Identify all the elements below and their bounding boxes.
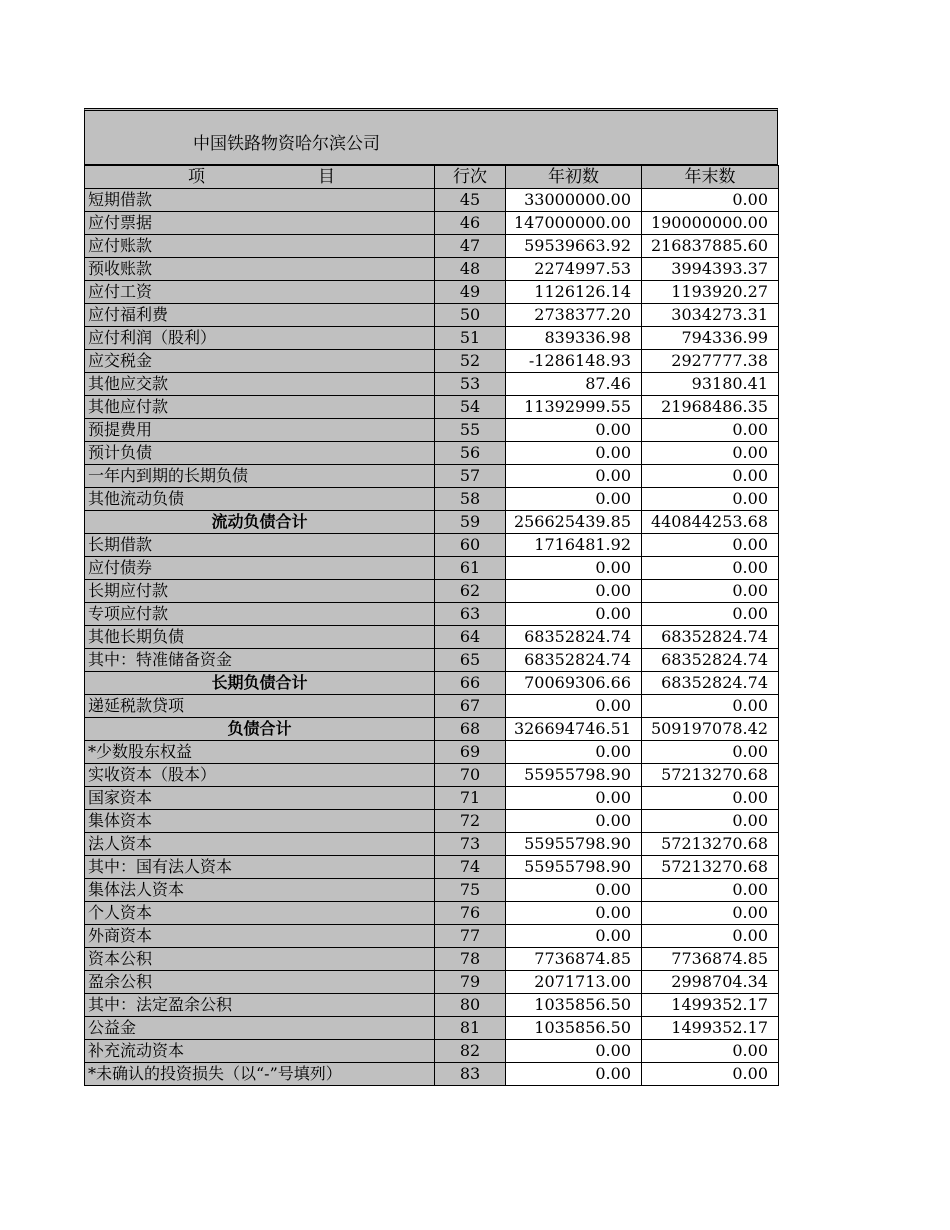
end-cell: 3034273.31 xyxy=(642,304,779,327)
item-cell: 应付福利费 xyxy=(85,304,435,327)
item-cell: 国家资本 xyxy=(85,787,435,810)
end-cell: 0.00 xyxy=(642,695,779,718)
table-row xyxy=(85,488,779,511)
line-cell: 52 xyxy=(435,350,506,373)
begin-cell: 147000000.00 xyxy=(506,212,642,235)
item-cell: 实收资本（股本） xyxy=(85,764,435,787)
table-row xyxy=(85,465,779,488)
line-cell: 53 xyxy=(435,373,506,396)
title-banner xyxy=(84,108,778,165)
item-cell: 集体法人资本 xyxy=(85,879,435,902)
item-cell: 预收账款 xyxy=(85,258,435,281)
end-cell: 7736874.85 xyxy=(642,948,779,971)
table-row xyxy=(85,580,779,603)
line-cell: 54 xyxy=(435,396,506,419)
item-cell: 流动负债合计 xyxy=(85,511,435,534)
table-row xyxy=(85,419,779,442)
item-cell: 其他应交款 xyxy=(85,373,435,396)
item-cell: 其他流动负债 xyxy=(85,488,435,511)
begin-cell: 87.46 xyxy=(506,373,642,396)
header-end: 年末数 xyxy=(642,166,779,189)
begin-cell: 0.00 xyxy=(506,879,642,902)
item-cell: 公益金 xyxy=(85,1017,435,1040)
end-cell: 794336.99 xyxy=(642,327,779,350)
line-cell: 67 xyxy=(435,695,506,718)
line-cell: 55 xyxy=(435,419,506,442)
begin-cell: 0.00 xyxy=(506,695,642,718)
line-cell: 71 xyxy=(435,787,506,810)
end-cell: 509197078.42 xyxy=(642,718,779,741)
end-cell: 0.00 xyxy=(642,603,779,626)
begin-cell: 0.00 xyxy=(506,787,642,810)
item-cell: *少数股东权益 xyxy=(85,741,435,764)
line-cell: 66 xyxy=(435,672,506,695)
begin-cell: 0.00 xyxy=(506,603,642,626)
table-row xyxy=(85,810,779,833)
end-cell: 21968486.35 xyxy=(642,396,779,419)
begin-cell: 2738377.20 xyxy=(506,304,642,327)
item-cell: 应付利润（股利） xyxy=(85,327,435,350)
table-row xyxy=(85,626,779,649)
table-row xyxy=(85,396,779,419)
begin-cell: 0.00 xyxy=(506,557,642,580)
table-row xyxy=(85,925,779,948)
begin-cell: 0.00 xyxy=(506,580,642,603)
item-cell: 外商资本 xyxy=(85,925,435,948)
line-cell: 47 xyxy=(435,235,506,258)
item-cell: 法人资本 xyxy=(85,833,435,856)
line-cell: 64 xyxy=(435,626,506,649)
header-row xyxy=(85,166,779,189)
end-cell: 2998704.34 xyxy=(642,971,779,994)
begin-cell: 1035856.50 xyxy=(506,994,642,1017)
item-cell: 其他长期负债 xyxy=(85,626,435,649)
begin-cell: 326694746.51 xyxy=(506,718,642,741)
item-cell: *未确认的投资损失（以“-”号填列） xyxy=(85,1063,435,1086)
end-cell: 190000000.00 xyxy=(642,212,779,235)
line-cell: 58 xyxy=(435,488,506,511)
table-body xyxy=(85,189,779,1086)
table-row xyxy=(85,557,779,580)
end-cell: 0.00 xyxy=(642,879,779,902)
table-row xyxy=(85,258,779,281)
end-cell: 0.00 xyxy=(642,902,779,925)
line-cell: 49 xyxy=(435,281,506,304)
begin-cell: 256625439.85 xyxy=(506,511,642,534)
begin-cell: 1716481.92 xyxy=(506,534,642,557)
end-cell: 57213270.68 xyxy=(642,856,779,879)
begin-cell: 55955798.90 xyxy=(506,764,642,787)
table-row xyxy=(85,235,779,258)
end-cell: 0.00 xyxy=(642,1040,779,1063)
end-cell: 0.00 xyxy=(642,557,779,580)
end-cell: 0.00 xyxy=(642,534,779,557)
item-cell: 资本公积 xyxy=(85,948,435,971)
line-cell: 70 xyxy=(435,764,506,787)
line-cell: 75 xyxy=(435,879,506,902)
begin-cell: 0.00 xyxy=(506,810,642,833)
item-cell: 预提费用 xyxy=(85,419,435,442)
line-cell: 61 xyxy=(435,557,506,580)
begin-cell: 68352824.74 xyxy=(506,649,642,672)
table-row xyxy=(85,327,779,350)
header-begin: 年初数 xyxy=(506,166,642,189)
end-cell: 0.00 xyxy=(642,810,779,833)
header-item-right: 目 xyxy=(318,167,335,187)
line-cell: 59 xyxy=(435,511,506,534)
end-cell: 0.00 xyxy=(642,580,779,603)
table-row xyxy=(85,442,779,465)
begin-cell: 0.00 xyxy=(506,902,642,925)
table-row xyxy=(85,304,779,327)
table-row xyxy=(85,948,779,971)
end-cell: 3994393.37 xyxy=(642,258,779,281)
end-cell: 93180.41 xyxy=(642,373,779,396)
end-cell: 0.00 xyxy=(642,419,779,442)
end-cell: 68352824.74 xyxy=(642,672,779,695)
item-cell: 预计负债 xyxy=(85,442,435,465)
line-cell: 80 xyxy=(435,994,506,1017)
item-cell: 负债合计 xyxy=(85,718,435,741)
end-cell: 216837885.60 xyxy=(642,235,779,258)
line-cell: 46 xyxy=(435,212,506,235)
table-row xyxy=(85,603,779,626)
item-cell: 集体资本 xyxy=(85,810,435,833)
table-row xyxy=(85,212,779,235)
item-cell: 专项应付款 xyxy=(85,603,435,626)
begin-cell: -1286148.93 xyxy=(506,350,642,373)
line-cell: 69 xyxy=(435,741,506,764)
table-row xyxy=(85,511,779,534)
line-cell: 63 xyxy=(435,603,506,626)
line-cell: 79 xyxy=(435,971,506,994)
item-cell: 短期借款 xyxy=(85,189,435,212)
line-cell: 68 xyxy=(435,718,506,741)
table-row xyxy=(85,1040,779,1063)
line-cell: 72 xyxy=(435,810,506,833)
begin-cell: 33000000.00 xyxy=(506,189,642,212)
begin-cell: 2274997.53 xyxy=(506,258,642,281)
table-row xyxy=(85,281,779,304)
begin-cell: 0.00 xyxy=(506,419,642,442)
item-cell: 长期借款 xyxy=(85,534,435,557)
line-cell: 77 xyxy=(435,925,506,948)
end-cell: 68352824.74 xyxy=(642,626,779,649)
end-cell: 57213270.68 xyxy=(642,764,779,787)
begin-cell: 0.00 xyxy=(506,442,642,465)
item-cell: 其中：国有法人资本 xyxy=(85,856,435,879)
line-cell: 50 xyxy=(435,304,506,327)
begin-cell: 70069306.66 xyxy=(506,672,642,695)
line-cell: 60 xyxy=(435,534,506,557)
line-cell: 56 xyxy=(435,442,506,465)
table-row xyxy=(85,672,779,695)
header-item-left: 项 xyxy=(188,167,205,187)
item-cell: 个人资本 xyxy=(85,902,435,925)
item-cell: 应交税金 xyxy=(85,350,435,373)
begin-cell: 0.00 xyxy=(506,925,642,948)
table-row xyxy=(85,902,779,925)
line-cell: 57 xyxy=(435,465,506,488)
end-cell: 0.00 xyxy=(642,1063,779,1086)
line-cell: 65 xyxy=(435,649,506,672)
line-cell: 83 xyxy=(435,1063,506,1086)
table-row xyxy=(85,534,779,557)
item-cell: 递延税款贷项 xyxy=(85,695,435,718)
header-line: 行次 xyxy=(435,166,506,189)
begin-cell: 2071713.00 xyxy=(506,971,642,994)
end-cell: 57213270.68 xyxy=(642,833,779,856)
table-row xyxy=(85,1017,779,1040)
line-cell: 51 xyxy=(435,327,506,350)
table-row xyxy=(85,856,779,879)
table-row xyxy=(85,764,779,787)
line-cell: 78 xyxy=(435,948,506,971)
begin-cell: 0.00 xyxy=(506,488,642,511)
table-row xyxy=(85,373,779,396)
liabilities-table xyxy=(84,165,779,1086)
line-cell: 76 xyxy=(435,902,506,925)
begin-cell: 0.00 xyxy=(506,465,642,488)
table-row xyxy=(85,833,779,856)
line-cell: 48 xyxy=(435,258,506,281)
table-row xyxy=(85,1063,779,1086)
item-cell: 应付账款 xyxy=(85,235,435,258)
begin-cell: 0.00 xyxy=(506,741,642,764)
item-cell: 应付债券 xyxy=(85,557,435,580)
begin-cell: 839336.98 xyxy=(506,327,642,350)
item-cell: 其中：特准储备资金 xyxy=(85,649,435,672)
end-cell: 440844253.68 xyxy=(642,511,779,534)
table-row xyxy=(85,787,779,810)
begin-cell: 7736874.85 xyxy=(506,948,642,971)
item-cell: 其中：法定盈余公积 xyxy=(85,994,435,1017)
end-cell: 1193920.27 xyxy=(642,281,779,304)
table-row xyxy=(85,350,779,373)
begin-cell: 55955798.90 xyxy=(506,856,642,879)
end-cell: 0.00 xyxy=(642,925,779,948)
item-cell: 应付工资 xyxy=(85,281,435,304)
balance-sheet xyxy=(84,108,778,1086)
table-row xyxy=(85,971,779,994)
end-cell: 2927777.38 xyxy=(642,350,779,373)
line-cell: 45 xyxy=(435,189,506,212)
header-item xyxy=(85,166,435,189)
end-cell: 0.00 xyxy=(642,741,779,764)
begin-cell: 1126126.14 xyxy=(506,281,642,304)
item-cell: 长期应付款 xyxy=(85,580,435,603)
item-cell: 盈余公积 xyxy=(85,971,435,994)
table-row xyxy=(85,741,779,764)
begin-cell: 0.00 xyxy=(506,1063,642,1086)
line-cell: 81 xyxy=(435,1017,506,1040)
end-cell: 1499352.17 xyxy=(642,1017,779,1040)
begin-cell: 0.00 xyxy=(506,1040,642,1063)
line-cell: 73 xyxy=(435,833,506,856)
item-cell: 长期负债合计 xyxy=(85,672,435,695)
table-row xyxy=(85,718,779,741)
item-cell: 补充流动资本 xyxy=(85,1040,435,1063)
table-row xyxy=(85,649,779,672)
begin-cell: 68352824.74 xyxy=(506,626,642,649)
item-cell: 其他应付款 xyxy=(85,396,435,419)
table-row xyxy=(85,879,779,902)
table-row xyxy=(85,994,779,1017)
company-name: 中国铁路物资哈尔滨公司 xyxy=(193,134,380,154)
begin-cell: 1035856.50 xyxy=(506,1017,642,1040)
begin-cell: 59539663.92 xyxy=(506,235,642,258)
line-cell: 62 xyxy=(435,580,506,603)
end-cell: 68352824.74 xyxy=(642,649,779,672)
begin-cell: 55955798.90 xyxy=(506,833,642,856)
table-row xyxy=(85,189,779,212)
end-cell: 0.00 xyxy=(642,442,779,465)
end-cell: 0.00 xyxy=(642,488,779,511)
begin-cell: 11392999.55 xyxy=(506,396,642,419)
line-cell: 74 xyxy=(435,856,506,879)
end-cell: 0.00 xyxy=(642,787,779,810)
end-cell: 0.00 xyxy=(642,189,779,212)
item-cell: 应付票据 xyxy=(85,212,435,235)
item-cell: 一年内到期的长期负债 xyxy=(85,465,435,488)
line-cell: 82 xyxy=(435,1040,506,1063)
end-cell: 1499352.17 xyxy=(642,994,779,1017)
end-cell: 0.00 xyxy=(642,465,779,488)
table-row xyxy=(85,695,779,718)
